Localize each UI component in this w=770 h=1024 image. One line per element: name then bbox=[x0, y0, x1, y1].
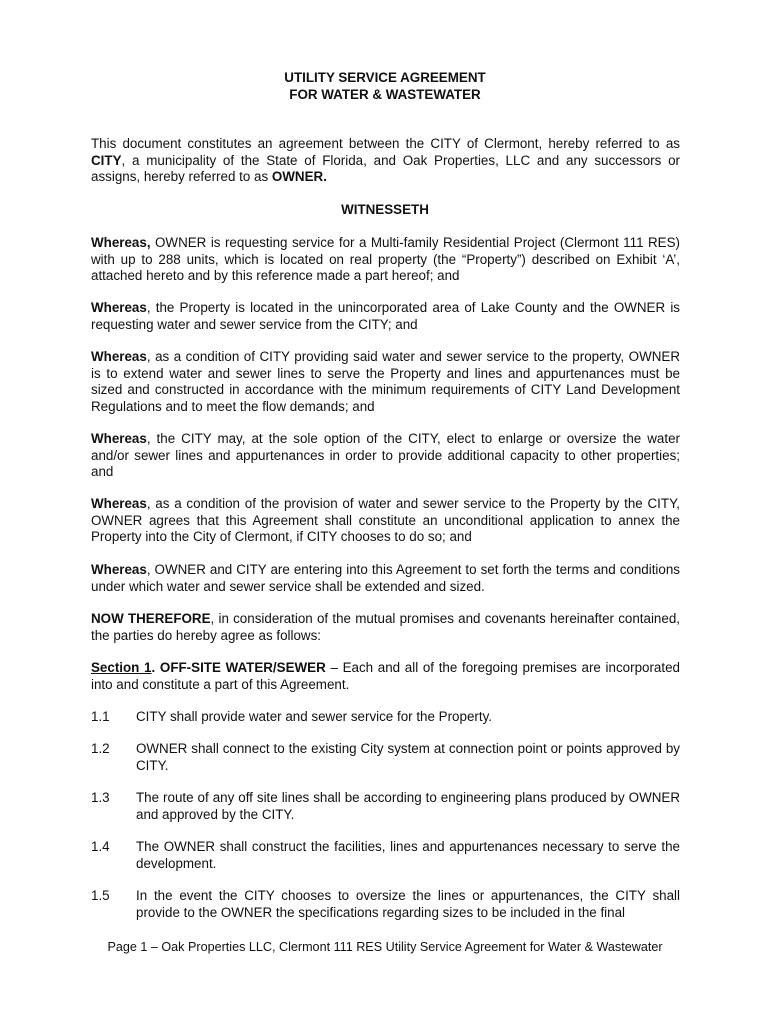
clause-number: 1.5 bbox=[91, 888, 110, 903]
clause-number: 1.1 bbox=[91, 709, 110, 724]
section-1-text: – Each and all of the foregoing premises are incorporated into and constitute a part of this Agreement. bbox=[91, 660, 680, 692]
page-footer: Page 1 – Oak Properties LLC, Clermont 111 RES Utility Service Agreement for Water & Wastewater bbox=[107, 940, 663, 954]
whereas-text: , the CITY may, at the sole option of the CITY, elect to enlarge or oversize the water and/or sewer lines and appurtenances in order to provide additional capacity to other properties; and bbox=[91, 431, 680, 480]
whereas-text: , OWNER and CITY are entering into this Agreement to set forth the terms and conditions under which water and sewer service shall be extended and sized. bbox=[91, 562, 680, 594]
whereas-paragraph-4 bbox=[91, 431, 680, 481]
intro-city-term: CITY bbox=[91, 152, 122, 168]
clause-number: 1.3 bbox=[91, 790, 110, 805]
whereas-lead: Whereas, bbox=[91, 235, 151, 250]
now-therefore-paragraph bbox=[91, 611, 680, 644]
whereas-paragraph-1 bbox=[91, 235, 680, 285]
whereas-lead: Whereas bbox=[91, 349, 147, 364]
document-title: UTILITY SERVICE AGREEMENT bbox=[284, 70, 486, 85]
whereas-paragraph-3 bbox=[91, 349, 680, 415]
whereas-paragraph-6 bbox=[91, 562, 680, 595]
clause-text: CITY shall provide water and sewer service for the Property. bbox=[136, 709, 492, 724]
whereas-text: , the Property is located in the unincorporated area of Lake County and the OWNER is requesting water and sewer service from the CITY; and bbox=[91, 300, 680, 332]
whereas-paragraph-5 bbox=[91, 496, 680, 546]
document-subtitle: FOR WATER & WASTEWATER bbox=[289, 87, 481, 102]
witnesseth-heading: WITNESSETH bbox=[341, 202, 429, 217]
now-therefore-lead: NOW THEREFORE bbox=[91, 611, 211, 626]
intro-owner-term: OWNER. bbox=[271, 169, 327, 185]
clause-text: In the event the CITY chooses to oversize the lines or appurtenances, the CITY shall provide to the OWNER the specifications regarding sizes to be included in the final bbox=[136, 888, 680, 920]
whereas-text: , as a condition of CITY providing said water and sewer service to the property, OWNER is to extend water and sewer lines to serve the Property and lines and appurtenances must be sized and constructed in accordance with the minimum requirements of CITY Land Development Regulations and to meet the flow demands; and bbox=[91, 349, 680, 414]
clause-text: OWNER shall connect to the existing City system at connection point or points approved by CITY. bbox=[136, 741, 680, 773]
now-therefore-text: , in consideration of the mutual promises and covenants hereinafter contained, the parties do hereby agree as follows: bbox=[91, 611, 680, 643]
intro-text-1: This document constitutes an agreement between the CITY of Clermont, hereby referred to as bbox=[91, 136, 680, 151]
whereas-text: OWNER is requesting service for a Multi-family Residential Project (Clermont 111 RES) with up to 288 units, which is located on real property (the “Property”) described on Exhibit ‘A’, attached hereto and by this reference made a part hereof; and bbox=[91, 235, 680, 284]
clause-text: The OWNER shall construct the facilities, lines and appurtenances necessary to serve the development. bbox=[136, 839, 680, 871]
section-1-heading: . OFF-SITE WATER/SEWER bbox=[151, 660, 326, 675]
clause-text: The route of any off site lines shall be according to engineering plans produced by OWNER and approved by the CITY. bbox=[136, 790, 680, 822]
whereas-text: , as a condition of the provision of water and sewer service to the Property by the CITY, OWNER agrees that this Agreement shall constitute an unconditional application to annex the Property into the City of Clermont, if CITY chooses to do so; and bbox=[91, 496, 680, 545]
intro-text-2: , a municipality of the State of Florida, and Oak Properties, LLC and any successors or assigns, hereby referred to as bbox=[91, 152, 680, 185]
whereas-paragraph-2 bbox=[91, 300, 680, 333]
clause-number: 1.2 bbox=[91, 741, 110, 756]
whereas-lead: Whereas bbox=[91, 562, 147, 577]
whereas-lead: Whereas bbox=[91, 496, 147, 511]
whereas-lead: Whereas bbox=[91, 300, 147, 315]
section-1-paragraph bbox=[91, 660, 680, 693]
section-1-label: Section 1 bbox=[91, 660, 152, 675]
clause-number: 1.4 bbox=[91, 839, 110, 854]
intro-paragraph bbox=[91, 136, 680, 186]
whereas-lead: Whereas bbox=[91, 431, 147, 446]
